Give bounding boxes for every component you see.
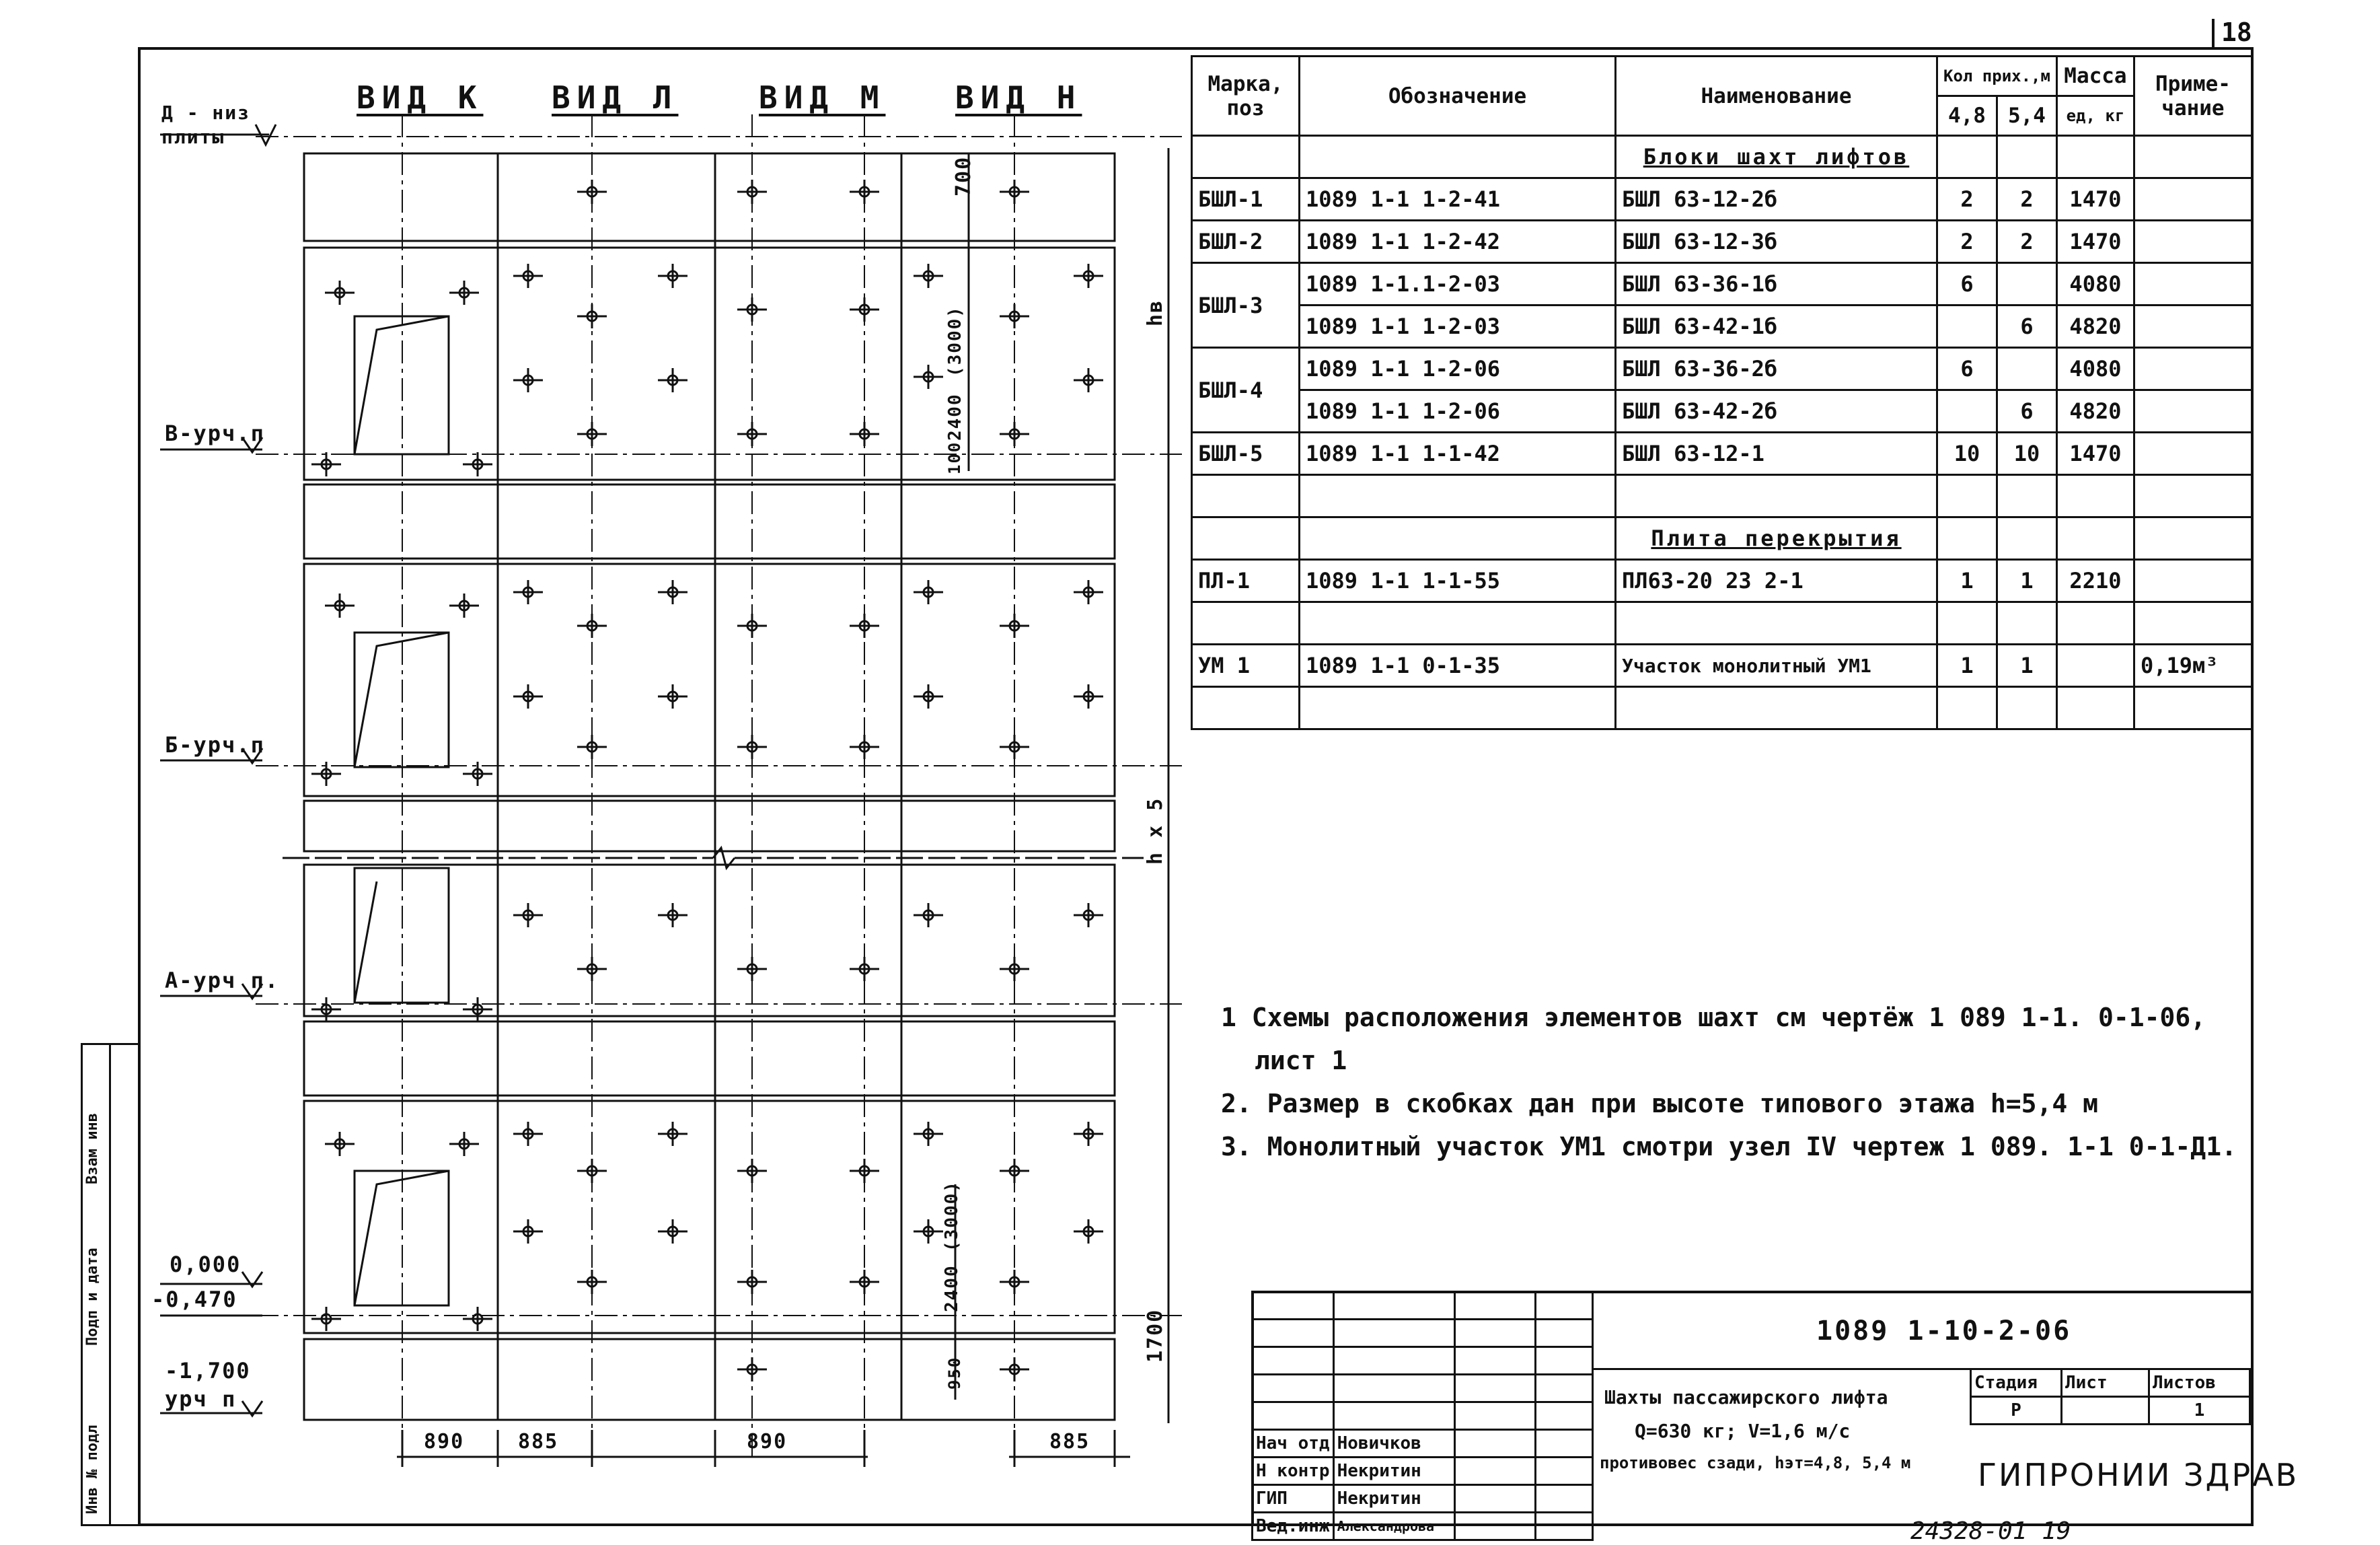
cell-note [2134, 390, 2252, 433]
cell-note [2134, 306, 2252, 348]
dim-950: 950 [945, 1356, 964, 1390]
cell-des: 1089 1-1 1-2-03 [1300, 306, 1616, 348]
dim-hx5: h x 5 [1144, 797, 1167, 865]
hdr-name: Наименование [1616, 57, 1937, 136]
sheet-number: 18 [2221, 17, 2252, 47]
left-strip-sign: Подп и дата [84, 1248, 101, 1346]
table-row [1192, 390, 2252, 433]
cell-des: 1089 1-1 1-2-06 [1300, 348, 1616, 390]
cell-mass: 4820 [2056, 390, 2134, 433]
cell-mark: БШЛ-1 [1192, 178, 1300, 221]
cell-mark: БШЛ-2 [1192, 221, 1300, 263]
stamp-people-table [1251, 1291, 1594, 1541]
archive-code: 24328-01 19 [1910, 1517, 2071, 1545]
table-row-empty [1192, 602, 2252, 645]
view-title-k: ВИД К [357, 79, 484, 116]
cell-des: 1089 1-1 1-1-55 [1300, 560, 1616, 602]
cell-q48: 6 [1937, 348, 1997, 390]
stage-label: Стадия [1971, 1369, 2062, 1397]
cell-des: 1089 1-1 1-2-41 [1300, 178, 1616, 221]
hdr-designation: Обозначение [1300, 57, 1616, 136]
note-1: 1 Схемы расположения элементов шахт см чертёж 1 089 1-1. 0-1-06, [1221, 1003, 2206, 1032]
dim-885-b: 885 [1049, 1430, 1090, 1453]
table-row [1192, 178, 2252, 221]
cell-q54: 6 [1997, 306, 2056, 348]
left-strip-inv: Взам инв [84, 1113, 101, 1184]
stamp-row [1253, 1430, 1593, 1458]
cell-name: ПЛ63-20 23 2-1 [1616, 560, 1937, 602]
panel-row-7 [304, 1021, 1115, 1095]
section-slab: Плита перекрытия [1616, 517, 1937, 560]
cell-q48: 6 [1937, 263, 1997, 306]
sheets-value: 1 [2149, 1397, 2250, 1425]
cell-q48: 2 [1937, 221, 1997, 263]
cell-mark: ПЛ-1 [1192, 560, 1300, 602]
left-strip-orig: Инв № подл [84, 1425, 101, 1514]
stamp-row [1253, 1458, 1593, 1485]
panel-row-3 [304, 484, 1115, 559]
hdr-qty: Кол прих.,м [1937, 57, 2057, 96]
hdr-mass-unit: ед, кг [2056, 96, 2134, 136]
cell-q48: 10 [1937, 433, 1997, 475]
cell-mass: 1470 [2056, 178, 2134, 221]
stamp-code: 1089 1-10-2-06 [1816, 1316, 2072, 1346]
cell-mark: БШЛ-3 [1192, 263, 1300, 348]
cell-mark: БШЛ-5 [1192, 433, 1300, 475]
stage-value: Р [1971, 1397, 2062, 1425]
cell-q54: 10 [1997, 433, 2056, 475]
stamp-row [1253, 1513, 1593, 1540]
spec-header-row [1192, 57, 2252, 96]
cell-q54: 1 [1997, 560, 2056, 602]
cell-q54 [1997, 348, 2056, 390]
dim-3000: (3000) [945, 306, 965, 377]
cell-mass: 1470 [2056, 433, 2134, 475]
panel-row-8 [304, 1101, 1115, 1333]
hdr-qty54: 5,4 [1997, 96, 2056, 136]
view-title-l: ВИД Л [552, 79, 679, 116]
dim-2400: 2400 [945, 393, 965, 441]
person: Некритин [1333, 1485, 1454, 1513]
table-row [1192, 348, 2252, 390]
cell-q54: 2 [1997, 178, 2056, 221]
cell-q48 [1937, 390, 1997, 433]
cell-mass: 2210 [2056, 560, 2134, 602]
org-name: ГИПРОНИИ ЗДРАВ [1978, 1457, 2299, 1493]
level-zero: 0,000 [170, 1252, 241, 1277]
level-d: Д - низ плиты [161, 102, 251, 148]
cell-mass: 1470 [2056, 221, 2134, 263]
cell-name: БШЛ 63-42-2б [1616, 390, 1937, 433]
dim-100: 100 [945, 441, 964, 474]
note-2: 2. Размер в скобках дан при высоте типового этажа h=5,4 м [1221, 1089, 2099, 1118]
panel-row-6 [304, 865, 1115, 1016]
dim-885-a: 885 [518, 1430, 559, 1453]
table-row [1192, 645, 2252, 687]
cell-note [2134, 221, 2252, 263]
spec-section-row [1192, 517, 2252, 560]
table-row-empty [1192, 475, 2252, 517]
cell-mark: УМ 1 [1192, 645, 1300, 687]
stamp-title-1: Шахты пассажирского лифта [1604, 1386, 1888, 1408]
stamp-stage-table [1970, 1368, 2251, 1425]
level-m470: -0,470 [151, 1287, 237, 1312]
cell-note [2134, 348, 2252, 390]
cell-q48: 2 [1937, 178, 1997, 221]
specification-table [1191, 55, 2253, 730]
cell-name: Участок монолитный УМ1 [1616, 645, 1937, 687]
dim-2400-b: 2400 [942, 1264, 962, 1312]
level-a: А-урч п. [165, 968, 280, 993]
stamp-row [1253, 1485, 1593, 1513]
role: Нач отд [1253, 1430, 1334, 1458]
dim-1700: 1700 [1144, 1308, 1167, 1363]
cell-mass: 4820 [2056, 306, 2134, 348]
cell-des: 1089 1-1 0-1-35 [1300, 645, 1616, 687]
hdr-note: Приме-чание [2134, 57, 2252, 136]
role: Н контр [1253, 1458, 1334, 1485]
cell-q54: 6 [1997, 390, 2056, 433]
table-row [1192, 221, 2252, 263]
stamp-title-2: Q=630 кг; V=1,6 м/с [1635, 1420, 1851, 1442]
cell-note [2134, 433, 2252, 475]
level-urchp: урч п [165, 1386, 237, 1412]
panel-row-5 [304, 801, 1115, 851]
table-row [1192, 306, 2252, 348]
note-3: 3. Монолитный участок УМ1 смотри узел IV чертеж 1 089. 1-1 0-1-Д1. [1221, 1132, 2237, 1161]
cell-des: 1089 1-1 1-1-42 [1300, 433, 1616, 475]
level-m1700: -1,700 [165, 1358, 251, 1384]
person: Новичков [1333, 1430, 1454, 1458]
spec-section-row [1192, 136, 2252, 178]
cell-name: БШЛ 63-36-2б [1616, 348, 1937, 390]
cell-q54 [1997, 263, 2056, 306]
cell-name: БШЛ 63-12-1 [1616, 433, 1937, 475]
dim-3000-b: (3000) [942, 1180, 962, 1252]
table-row [1192, 433, 2252, 475]
cell-des: 1089 1-1.1-2-03 [1300, 263, 1616, 306]
cell-note [2134, 560, 2252, 602]
role: ГИП [1253, 1485, 1334, 1513]
table-row [1192, 263, 2252, 306]
table-row-empty [1192, 687, 2252, 729]
cell-q48 [1937, 306, 1997, 348]
cell-name: БШЛ 63-12-2б [1616, 178, 1937, 221]
cell-q48: 1 [1937, 645, 1997, 687]
hdr-mass: Масса [2056, 57, 2134, 96]
cell-note [2134, 263, 2252, 306]
cell-q54: 2 [1997, 221, 2056, 263]
sheets-label: Листов [2149, 1369, 2250, 1397]
cell-mark: БШЛ-4 [1192, 348, 1300, 433]
section-blocks: Блоки шахт лифтов [1616, 136, 1937, 178]
cell-name: БШЛ 63-12-3б [1616, 221, 1937, 263]
stamp-title-3: противовес сзади, hэт=4,8, 5,4 м [1600, 1453, 1911, 1472]
elevation-drawing [0, 0, 1184, 1545]
notes-block [1221, 996, 2237, 1168]
panel-row-1 [304, 153, 1115, 241]
cell-mass [2056, 645, 2134, 687]
dim-890-a: 890 [424, 1430, 465, 1453]
sheet-label: Лист [2062, 1369, 2149, 1397]
cell-des: 1089 1-1 1-2-06 [1300, 390, 1616, 433]
level-v: В-урч.п [165, 421, 265, 446]
cell-des: 1089 1-1 1-2-42 [1300, 221, 1616, 263]
role: Вед.инж [1253, 1513, 1334, 1540]
cell-mass: 4080 [2056, 263, 2134, 306]
view-title-m: ВИД М [759, 79, 886, 116]
cell-note: 0,19м³ [2134, 645, 2252, 687]
cell-mass: 4080 [2056, 348, 2134, 390]
level-b: Б-урч.п [165, 732, 265, 758]
cell-q48: 1 [1937, 560, 1997, 602]
note-1-cont: лист 1 [1255, 1046, 1347, 1075]
panel-row-4 [304, 564, 1115, 796]
cell-name: БШЛ 63-42-1б [1616, 306, 1937, 348]
person: Александрова [1333, 1513, 1454, 1540]
person: Некритин [1333, 1458, 1454, 1485]
table-row [1192, 560, 2252, 602]
cell-name: БШЛ 63-36-1б [1616, 263, 1937, 306]
cell-note [2134, 178, 2252, 221]
panel-row-9 [304, 1339, 1115, 1420]
hdr-qty48: 4,8 [1937, 96, 1997, 136]
dim-890-b: 890 [747, 1430, 788, 1453]
view-title-n: ВИД Н [955, 79, 1082, 116]
dim-700: 700 [952, 155, 975, 196]
dim-hv: hв [1144, 299, 1167, 326]
panel-row-2 [304, 248, 1115, 480]
cell-q54: 1 [1997, 645, 2056, 687]
hdr-mark: Марка, поз [1192, 57, 1300, 136]
